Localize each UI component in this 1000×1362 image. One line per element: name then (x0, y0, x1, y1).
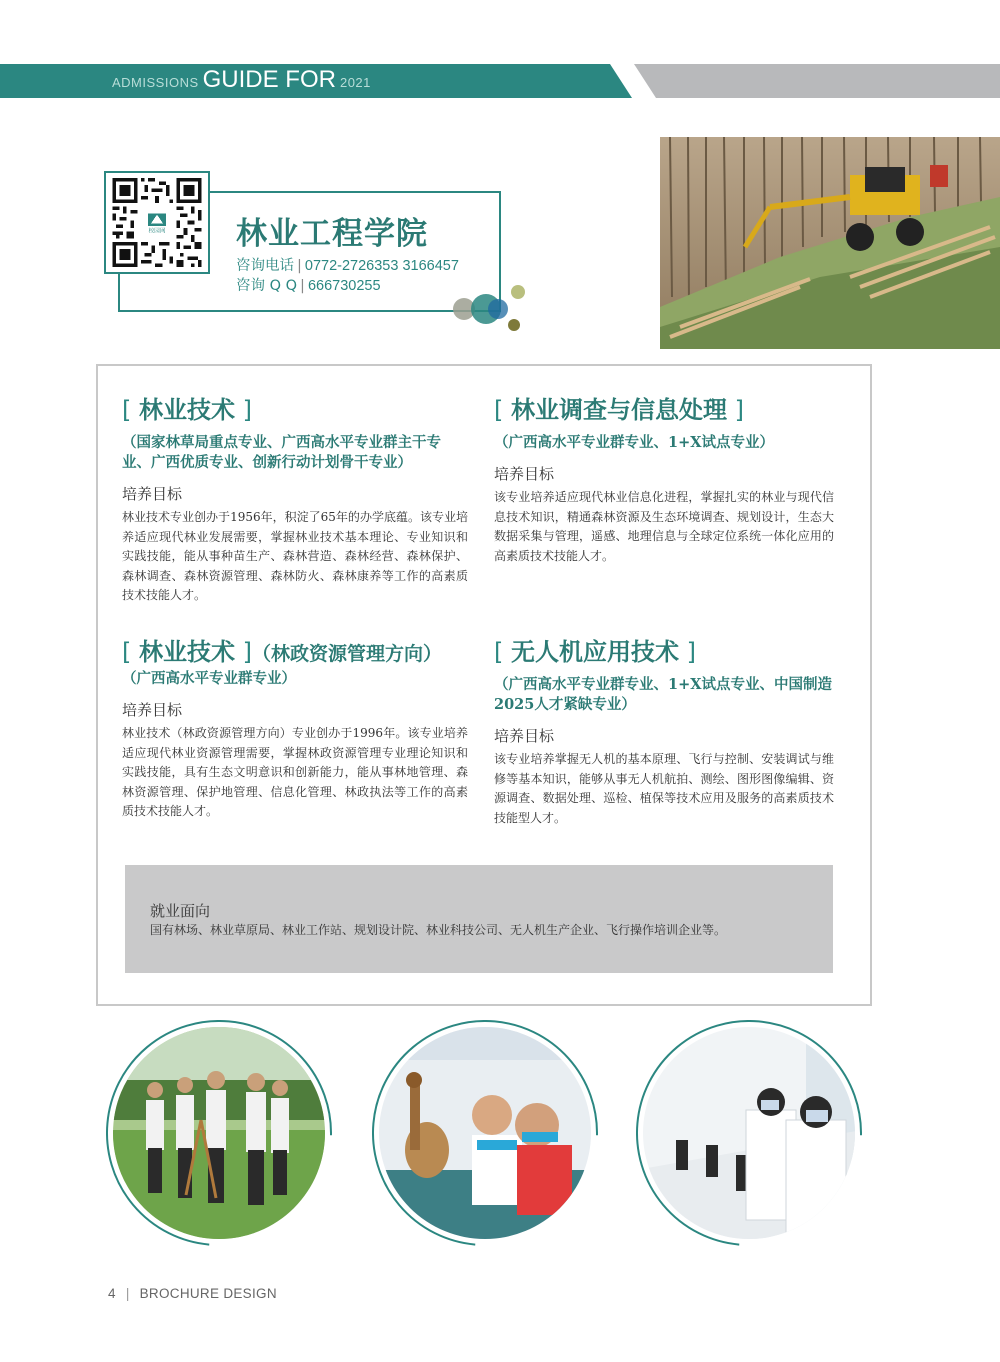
qr-code-icon (111, 178, 203, 267)
contact-phone: 咨询电话 | 0772-2726353 3166457 (236, 258, 459, 274)
header-band-gray (634, 64, 1000, 98)
header-main: GUIDE FOR (202, 66, 336, 93)
qq-value: 666730255 (307, 278, 381, 294)
qr-code (104, 171, 210, 274)
major-title: [ 林业技术 ] (122, 396, 252, 424)
major-title: [ 林业调查与信息处理 ] (494, 396, 744, 424)
goal-text: 林业技术专业创办于1956年，积淀了65年的办学底蕴。该专业培养适应现代林业发展需要，掌握林业技术基本理论、专业知识和实践技能，能从事种苗生产、森林营造、森林经营、森林保护、森林调查、森林资源管理、森林防火、森林康养等工作的高素质技术技能人才。 (122, 510, 468, 602)
major-title: [ 无人机应用技术 ] (494, 638, 696, 666)
college-name: 林业工程学院 (236, 216, 428, 252)
major-title: [ 林业技术 ]（林政资源管理方向） (122, 638, 443, 666)
employment-heading: 就业面向 (150, 902, 211, 920)
goal-text: 该专业培养适应现代林业信息化进程，掌握扎实的林业与现代信息技术知识，精通森林资源及生态环境调查、规划设计，生态大数据采集与管理，遥感、地理信息与全球定位系统一体化应用的高素质技术技能人才。 (494, 490, 834, 563)
microscope-lab-photo (636, 1020, 862, 1246)
major-forest-survey (494, 390, 834, 566)
qr-center-label: 校园网 (148, 228, 166, 235)
specimen-lab-photo (372, 1020, 598, 1246)
forest-harvester-photo (660, 137, 1000, 349)
page-number: 4 (108, 1286, 116, 1301)
page-footer: 4 | BROCHURE DESIGN (108, 1286, 277, 1301)
major-subtitle: （广西高水平专业群专业、1+X试点专业） (494, 434, 774, 451)
contact-qq: 咨询 Q Q | 666730255 (236, 278, 381, 294)
goal-heading: 培养目标 (122, 701, 183, 719)
phone-label: 咨询电话 (236, 258, 294, 274)
major-forestry-technology (122, 390, 468, 606)
major-subtitle: （广西高水平专业群专业） (122, 670, 296, 687)
major-forestry-resource-mgmt (122, 632, 468, 822)
major-subtitle: （国家林草局重点专业、广西高水平专业群主干专业、广西优质专业、创新行动计划骨干专业） (122, 434, 441, 471)
phone-value: 0772-2726353 3166457 (304, 258, 459, 274)
employment-text: 国有林场、林业草原局、林业工作站、规划设计院、林业科技公司、无人机生产企业、飞行操作培训企业等。 (150, 923, 727, 937)
footer-label: BROCHURE DESIGN (139, 1286, 277, 1301)
major-drone-application (494, 632, 834, 828)
qq-label: 咨询 Q Q (236, 278, 298, 294)
goal-text: 该专业培养掌握无人机的基本原理、飞行与控制、安装调试与维修等基本知识，能够从事无人机航拍、测绘、图形图像编辑、资源调查、数据处理、巡检、植保等技术应用及服务的高素质技术技能型人才。 (494, 752, 834, 825)
employment-box (125, 865, 833, 973)
goal-heading: 培养目标 (494, 465, 555, 483)
major-subtitle: （广西高水平专业群专业、1+X试点专业、中国制造2025人才紧缺专业） (494, 676, 832, 713)
major-title-suffix: （林政资源管理方向） (252, 643, 443, 665)
students-survey-photo (106, 1020, 332, 1246)
header-title (112, 66, 371, 96)
goal-heading: 培养目标 (494, 727, 555, 745)
goal-text: 林业技术（林政资源管理方向）专业创办于1996年。该专业培养适应现代林业资源管理需要，掌握林政资源管理专业理论知识和实践技能，具有生态文明意识和创新能力，能从事林地管理、森林资源管理、保护地管理、信息化管理、林政执法等工作的高素质技术技能人才。 (122, 726, 468, 818)
header-year: 2021 (339, 75, 371, 90)
decorative-dots (448, 283, 532, 333)
header-prefix: ADMISSIONS (112, 75, 199, 90)
goal-heading: 培养目标 (122, 485, 183, 503)
